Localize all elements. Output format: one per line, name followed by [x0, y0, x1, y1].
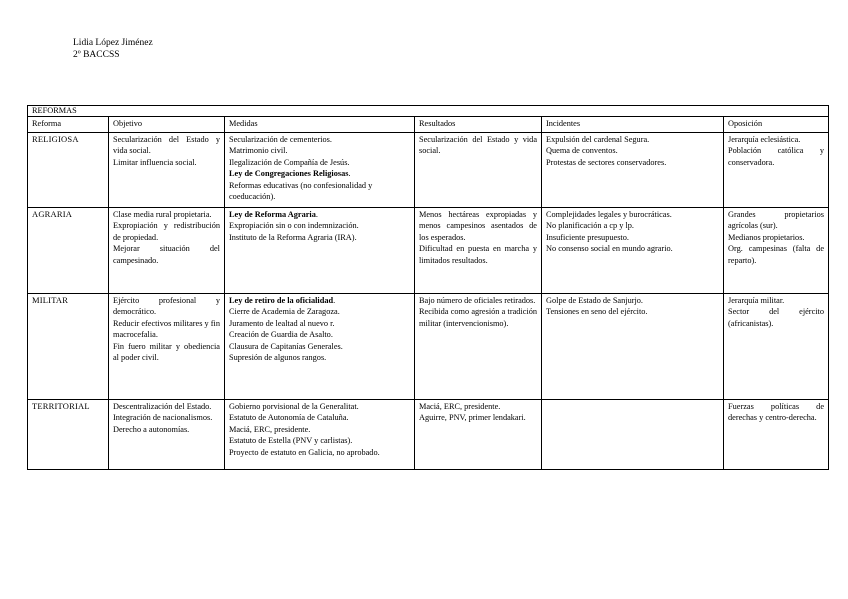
cell-text: Grandes propietarios agrícolas (sur). — [728, 210, 825, 231]
cell-line — [229, 352, 410, 363]
cell-text: Secularización del Estado y vida social. — [113, 135, 220, 156]
cell-text: Jerarquía eclesiástica. — [728, 135, 801, 144]
cell-text: Fin fuero militar y obediencia al poder civil. — [113, 341, 220, 363]
cell-line — [728, 232, 824, 243]
cell-line — [113, 157, 220, 168]
cell-text: Derecho a autonomías. — [113, 424, 190, 434]
cell-incidentes — [542, 133, 724, 208]
cell-text: Instituto de la Reforma Agraria (IRA). — [229, 232, 357, 242]
cell-line — [113, 243, 220, 266]
author-name: Lidia López Jiménez — [73, 38, 153, 48]
cell-line — [546, 220, 719, 231]
cell-suffix: . — [315, 210, 318, 219]
cell-text: Cierre de Academia de Zaragoza. — [229, 307, 340, 317]
cell-line — [728, 134, 824, 145]
cell-line — [229, 209, 410, 220]
cell-text: Limitar influencia social. — [113, 157, 197, 167]
cell-line — [113, 424, 220, 435]
cell-line — [113, 209, 220, 220]
cell-line — [546, 295, 719, 306]
cell-text: Fuerzas políticas de derechas y centro-derecha. — [728, 402, 825, 423]
cell-line — [113, 318, 220, 341]
table-header-row — [28, 117, 829, 133]
cell-line — [419, 306, 537, 329]
cell-objetivo — [109, 133, 225, 208]
cell-text: Estatuto de Autonomía de Cataluña. — [229, 413, 349, 423]
cell-line — [419, 401, 537, 412]
cell-line — [229, 157, 410, 168]
cell-line — [546, 145, 719, 156]
cell-objetivo — [109, 294, 225, 400]
cell-text: Ilegalización de Compañía de Jesús. — [229, 157, 350, 167]
cell-text: Quema de conventos. — [546, 146, 618, 156]
cell-text: Ejército profesional y democrático. — [113, 296, 220, 317]
table-row — [28, 208, 829, 294]
course-name: 2º BACCSS — [73, 50, 120, 60]
cell-line — [546, 157, 719, 168]
cell-text: Estatuto de Estella (PNV y carlistas). — [229, 436, 353, 446]
cell-line — [546, 134, 719, 145]
cell-text: Maciá, ERC, presidente. — [419, 402, 501, 411]
cell-line — [546, 306, 719, 317]
cell-oposicion — [724, 294, 829, 400]
column-header-medidas: Medidas — [225, 117, 415, 133]
cell-line — [229, 341, 410, 352]
cell-oposicion — [724, 208, 829, 294]
cell-objetivo — [109, 208, 225, 294]
cell-oposicion — [724, 133, 829, 208]
bold-law-name: Ley de Reforma Agraria — [229, 210, 316, 219]
cell-text: Tensiones en seno del ejército. — [546, 307, 648, 317]
cell-text: Aguirre, PNV, primer lendakari. — [419, 413, 526, 423]
cell-resultados — [415, 208, 542, 294]
cell-line — [728, 243, 824, 266]
cell-medidas — [225, 400, 415, 470]
bold-law-name: Ley de retiro de la oficialidad — [229, 296, 334, 305]
cell-medidas — [225, 208, 415, 294]
cell-oposicion — [724, 400, 829, 470]
cell-resultados — [415, 294, 542, 400]
cell-text: Menos hectáreas expropiadas y menos campesinos asentados de los esperados. — [419, 210, 537, 242]
cell-line — [229, 295, 410, 306]
cell-line — [229, 318, 410, 329]
reformas-table — [27, 105, 829, 470]
cell-text: Golpe de Estado de Sanjurjo. — [546, 296, 644, 305]
table-title-row — [28, 106, 829, 117]
bold-law-name: Ley de Congregaciones Religiosas — [229, 169, 349, 179]
cell-line — [546, 209, 719, 220]
cell-line — [546, 232, 719, 243]
cell-line — [546, 243, 719, 254]
cell-line — [113, 401, 220, 412]
cell-text: No consenso social en mundo agrario. — [546, 244, 673, 254]
cell-line — [229, 435, 410, 446]
cell-text: Jerarquía militar. — [728, 296, 785, 305]
cell-text: Matrimonio civil. — [229, 146, 288, 156]
column-header-incidentes: Incidentes — [542, 117, 724, 133]
column-header-objetivo: Objetivo — [109, 117, 225, 133]
cell-text: Clase media rural propietaria. — [113, 210, 212, 219]
cell-text: No planificación a cp y lp. — [546, 221, 635, 231]
cell-line — [229, 412, 410, 423]
cell-text: Gobierno porvisional de la Generalitat. — [229, 402, 359, 411]
cell-line — [728, 295, 824, 306]
table-row — [28, 133, 829, 208]
cell-line — [229, 306, 410, 317]
table-title: REFORMAS — [28, 106, 829, 117]
cell-line — [419, 243, 537, 266]
cell-text: Maciá, ERC, presidente. — [229, 424, 311, 434]
cell-text: Supresión de algunos rangos. — [229, 353, 327, 363]
cell-text: Descentralización del Estado. — [113, 402, 212, 411]
cell-line — [229, 424, 410, 435]
cell-medidas — [225, 133, 415, 208]
cell-reforma: RELIGIOSA — [28, 133, 109, 208]
cell-text: Bajo número de oficiales retirados. — [419, 296, 536, 305]
column-header-reforma: Reforma — [28, 117, 109, 133]
cell-line — [728, 145, 824, 168]
cell-reforma: AGRARIA — [28, 208, 109, 294]
cell-resultados — [415, 133, 542, 208]
cell-line — [419, 134, 537, 157]
cell-line — [728, 401, 824, 424]
cell-text: Creación de Guardia de Asalto. — [229, 330, 333, 340]
cell-text: Sector del ejército (africanistas). — [728, 307, 825, 328]
cell-line — [229, 168, 410, 179]
cell-text: Complejidades legales y burocráticas. — [546, 210, 672, 219]
cell-text: Recibida como agresión a tradición militar (intervencionismo). — [419, 307, 537, 328]
cell-text: Secularización de cementerios. — [229, 135, 332, 144]
cell-line — [419, 295, 537, 306]
cell-text: Población católica y conservadora. — [728, 146, 825, 167]
cell-line — [229, 145, 410, 156]
cell-reforma: TERRITORIAL — [28, 400, 109, 470]
document-header — [73, 37, 153, 61]
cell-suffix: . — [333, 296, 336, 305]
cell-text: Protestas de sectores conservadores. — [546, 157, 667, 167]
cell-line — [229, 329, 410, 340]
cell-text: Expropiación y redistribución de propiedad. — [113, 221, 220, 242]
cell-text: Secularización del Estado y vida social. — [419, 135, 537, 156]
cell-text: Reducir efectivos militares y fin macrocefalia. — [113, 318, 220, 340]
cell-resultados — [415, 400, 542, 470]
cell-line — [113, 412, 220, 423]
cell-line — [728, 209, 824, 232]
cell-line — [229, 447, 410, 458]
cell-line — [113, 220, 220, 243]
cell-text: Reformas educativas (no confesionalidad y coeducación). — [229, 180, 373, 202]
cell-line — [419, 209, 537, 243]
cell-line — [113, 295, 220, 318]
cell-text: Mejorar situación del campesinado. — [113, 244, 220, 265]
cell-text: Expulsión del cardenal Segura. — [546, 135, 650, 144]
cell-text: Juramento de lealtad al nuevo r. — [229, 318, 335, 328]
cell-line — [113, 341, 220, 364]
cell-text: Integración de nacionalismos. — [113, 413, 213, 423]
cell-incidentes — [542, 400, 724, 470]
table-row — [28, 400, 829, 470]
cell-incidentes — [542, 208, 724, 294]
column-header-oposicion: Oposición — [724, 117, 829, 133]
table-body — [28, 133, 829, 470]
cell-line — [229, 220, 410, 231]
cell-incidentes — [542, 294, 724, 400]
cell-line — [419, 412, 537, 423]
cell-text: Dificultad en puesta en marcha y limitados resultados. — [419, 244, 537, 265]
cell-suffix: . — [348, 169, 351, 179]
column-header-resultados: Resultados — [415, 117, 542, 133]
cell-objetivo — [109, 400, 225, 470]
cell-line — [229, 134, 410, 145]
cell-line — [229, 401, 410, 412]
cell-text: Clausura de Capitanías Generales. — [229, 341, 343, 351]
cell-line — [229, 232, 410, 243]
cell-line — [728, 306, 824, 329]
cell-reforma: MILITAR — [28, 294, 109, 400]
cell-text: Org. campesinas (falta de reparto). — [728, 244, 825, 265]
cell-text: Medianos propietarios. — [728, 232, 805, 242]
cell-text: Proyecto de estatuto en Galicia, no aprobado. — [229, 447, 380, 457]
cell-line — [229, 180, 410, 203]
cell-text: Insuficiente presupuesto. — [546, 232, 629, 242]
table-row — [28, 294, 829, 400]
cell-line — [113, 134, 220, 157]
cell-medidas — [225, 294, 415, 400]
cell-text: Expropiación sin o con indemnización. — [229, 221, 359, 231]
